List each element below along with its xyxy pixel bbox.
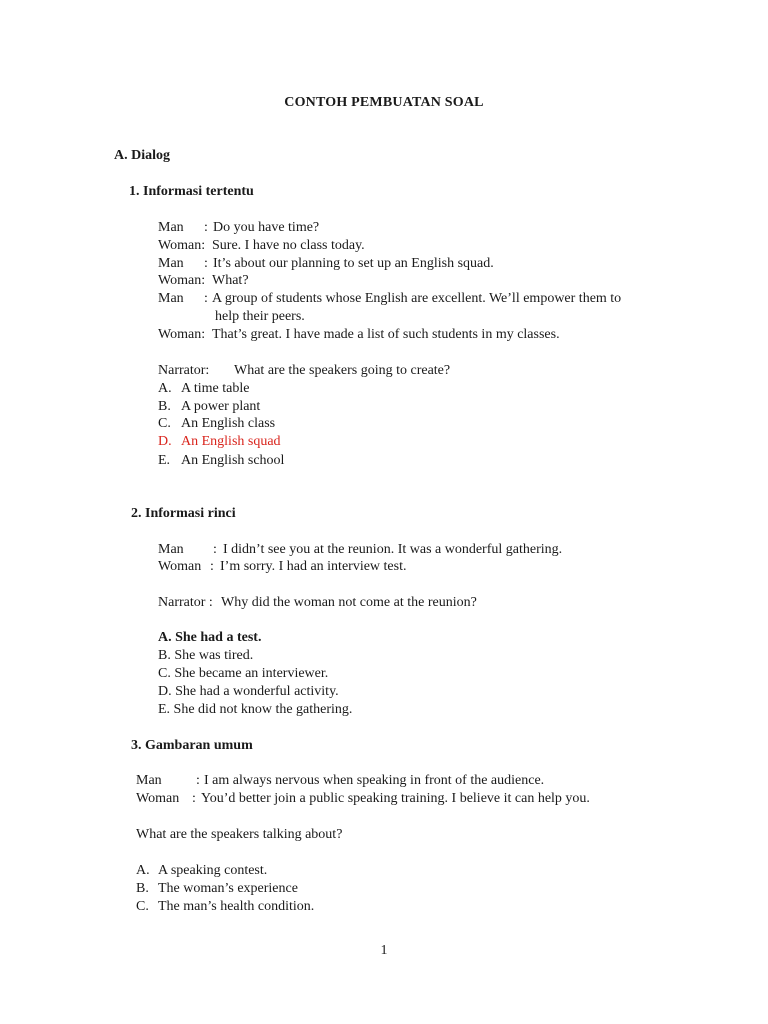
item2-heading: 2. Informasi rinci	[131, 506, 236, 521]
item3-heading: 3. Gambaran umum	[131, 738, 253, 753]
answer-option: C. She became an interviewer.	[158, 666, 329, 681]
section-a-heading: A. Dialog	[114, 148, 170, 163]
item1-heading: 1. Informasi tertentu	[129, 184, 254, 199]
dialog-continuation: help their peers.	[215, 309, 305, 324]
page-number: 1	[380, 943, 388, 958]
answer-option-correct: A. She had a test.	[158, 630, 262, 645]
question-text: What are the speakers talking about?	[136, 827, 343, 842]
document-page: CONTOH PEMBUATAN SOAL A. Dialog 1. Informasi tertentu Man : Do you have time? Woman: Sure. I have no class today. Man : It’s about our planning to set up an English squad. Woman: What? Man : A group of students whose English are excellent. We’ll empower them to help their peers. Woman: That’s great. I have made a list of such students in my classes. Narrator: What are the speakers going to create? A. A time table B. A power plant C. An English class D. An English squad E. An English school 2. Informasi rinci Man : I didn’t see you at the reunion. It was a wonderful gathering. Woman : I’m sorry. I had an interview test. Narrator : Why did the woman not come at the reunion? A. She had a test. B. She was tired. C. She became an interviewer. D. She had a wonderful activity. E. She did not know the gathering. 3. Gambaran umum Man : I am always nervous when speaking in front of the audience. Woman : You’d better join a public speaking training. I believe it can help you. What are the speakers talking about? A. A speaking contest. B. The woman’s experience C. The man’s health condition. 1	[0, 0, 768, 1024]
answer-option: B. She was tired.	[158, 648, 254, 663]
answer-option: E. She did not know the gathering.	[158, 702, 353, 717]
answer-option: D. She had a wonderful activity.	[158, 684, 339, 699]
page-title: CONTOH PEMBUATAN SOAL	[284, 95, 484, 110]
